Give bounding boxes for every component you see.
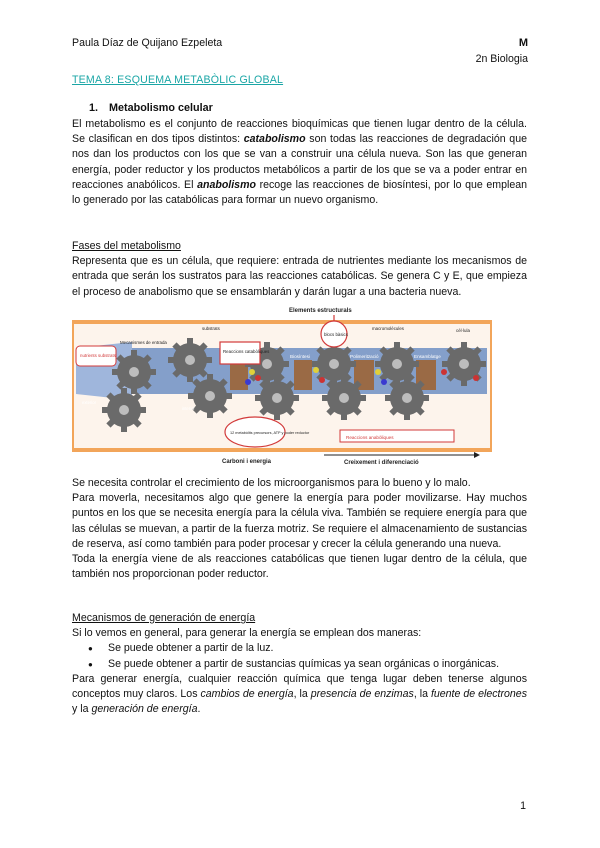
label-reaccions-cat: Reaccions catabòliques	[223, 349, 270, 354]
fases-section	[72, 239, 527, 300]
paragraphs-crecimiento	[72, 476, 527, 582]
text-span: El metabolismo es el conjunto de reacciones bioquímicas que tienen lugar dentro de la célula. Se clasifican en dos tipos distintos:	[72, 118, 527, 146]
italic-term: presencia de enzimas	[310, 688, 414, 701]
mecanismos-section	[72, 611, 527, 717]
label-reaccions-anab: Reaccions anabòliques	[346, 435, 394, 440]
metabolism-diagram	[72, 302, 492, 470]
term-anabolismo: anabolismo	[197, 178, 256, 191]
label-polimeritzacio: Polimerització	[350, 354, 379, 359]
mecanismos-paragraph	[72, 672, 527, 718]
figure-bottom-right: Creixement i diferenciació	[344, 460, 419, 466]
text-span: , la	[413, 688, 431, 701]
label-nutrients: nutrients substrats	[80, 353, 116, 358]
label-substrats: substrats	[202, 326, 220, 331]
mecanismos-intro: Si lo vemos en general, para generar la energía se emplean dos maneras:	[72, 627, 422, 640]
document-title: TEMA 8: ESQUEMA METABÒLIC GLOBAL	[72, 74, 284, 86]
paragraph: Se necesita controlar el crecimiento de los microorganismos para lo bueno y lo malo.	[72, 477, 471, 489]
text-span: recoge las reacciones de biosíntesi, por lo que emplean lo generado por las catabólicas para formar un nuevo organismo.	[72, 178, 527, 207]
paragraph: Toda la energía viene de als reacciones catabólicas que tienen lugar dentro de la célula, que también nos proporcionan poder reductor.	[72, 553, 527, 581]
paragraph: Para moverla, necesitamos algo que genere la energía para poder movilizarse. Hay muchos puntos en los que se necesita energía para la célula viva. También se requiere energía para que las células se muevan, a partir de la fuerza motriz. Se requiere el almacenamiento de sustancias de reserva, así como también para poder procesar y crecer la célula generando una nueva.	[72, 492, 527, 550]
list-item: ● Se puede obtener a partir de sustancias químicas ya sean orgánicas o inorgánicas.	[72, 657, 527, 672]
list-item: ● Se puede obtener a partir de la luz.	[72, 641, 527, 656]
fases-text: Representa que es un célula, que requiere: entrada de nutrientes mediante los mecanismos de entrada que serán los sustratos para las reacciones catabólicas. Se genera C y E, que empieza el proceso de anabolismo que se ensamblarán y darán lugar a una bacteria nueva.	[72, 255, 527, 298]
mecanismos-heading: Mecanismos de generación de energía	[72, 612, 256, 624]
page-number: 1	[520, 800, 526, 812]
figure-bottom-left: Carboni i energia	[222, 459, 272, 465]
italic-term: cambios de energía	[200, 688, 294, 701]
label-cellula: cèl·lula	[456, 328, 470, 333]
label-interior: interior	[182, 406, 195, 411]
paragraph-metabolismo	[72, 117, 527, 208]
italic-term: fuente de electrones	[430, 688, 527, 701]
section-heading	[89, 102, 213, 114]
label-mecanismes: Mecanismes de entrada	[120, 340, 167, 345]
text-span: son todas las reacciones de degradación que nos dan los productos con los que se van a construir una célula nueva. Son las que generan energía, poder reductor y los productos metabólicos a partir de los que se va a poder entrar en reacciones anabólicos. El	[72, 133, 527, 191]
label-biosintesi: Biosíntesi	[290, 354, 310, 359]
header-course: 2n Biologia	[475, 53, 528, 65]
text-span: Para generar energía, cualquier reacción química que tenga lugar deben tenerse algunos conceptos muy claros. Los	[72, 672, 527, 701]
label-metabolits: 12 metabòlits precursors, ATP y poder reductor	[230, 431, 310, 435]
header-author: Paula Díaz de Quijano Ezpeleta	[72, 37, 223, 49]
section-title: Metabolismo celular	[109, 102, 213, 114]
fases-heading: Fases del metabolismo	[72, 240, 181, 252]
label-blocs: blocs bàsics	[324, 332, 348, 337]
italic-term: generación de energía	[91, 703, 198, 716]
mecanismos-list	[72, 641, 527, 671]
text-span: , la	[293, 688, 311, 701]
section-number: 1.	[89, 102, 99, 114]
text-span: .	[197, 703, 201, 716]
figure-top-label: Elements estructurals	[289, 308, 352, 314]
label-ensamblatge: Ensamblatge	[414, 354, 441, 359]
term-catabolismo: catabolismo	[243, 133, 306, 146]
label-exterior: exterior	[82, 400, 96, 405]
label-macromolecules: macromolècules	[372, 326, 404, 331]
header-initial: M	[518, 37, 528, 49]
text-span: y la	[72, 703, 92, 716]
